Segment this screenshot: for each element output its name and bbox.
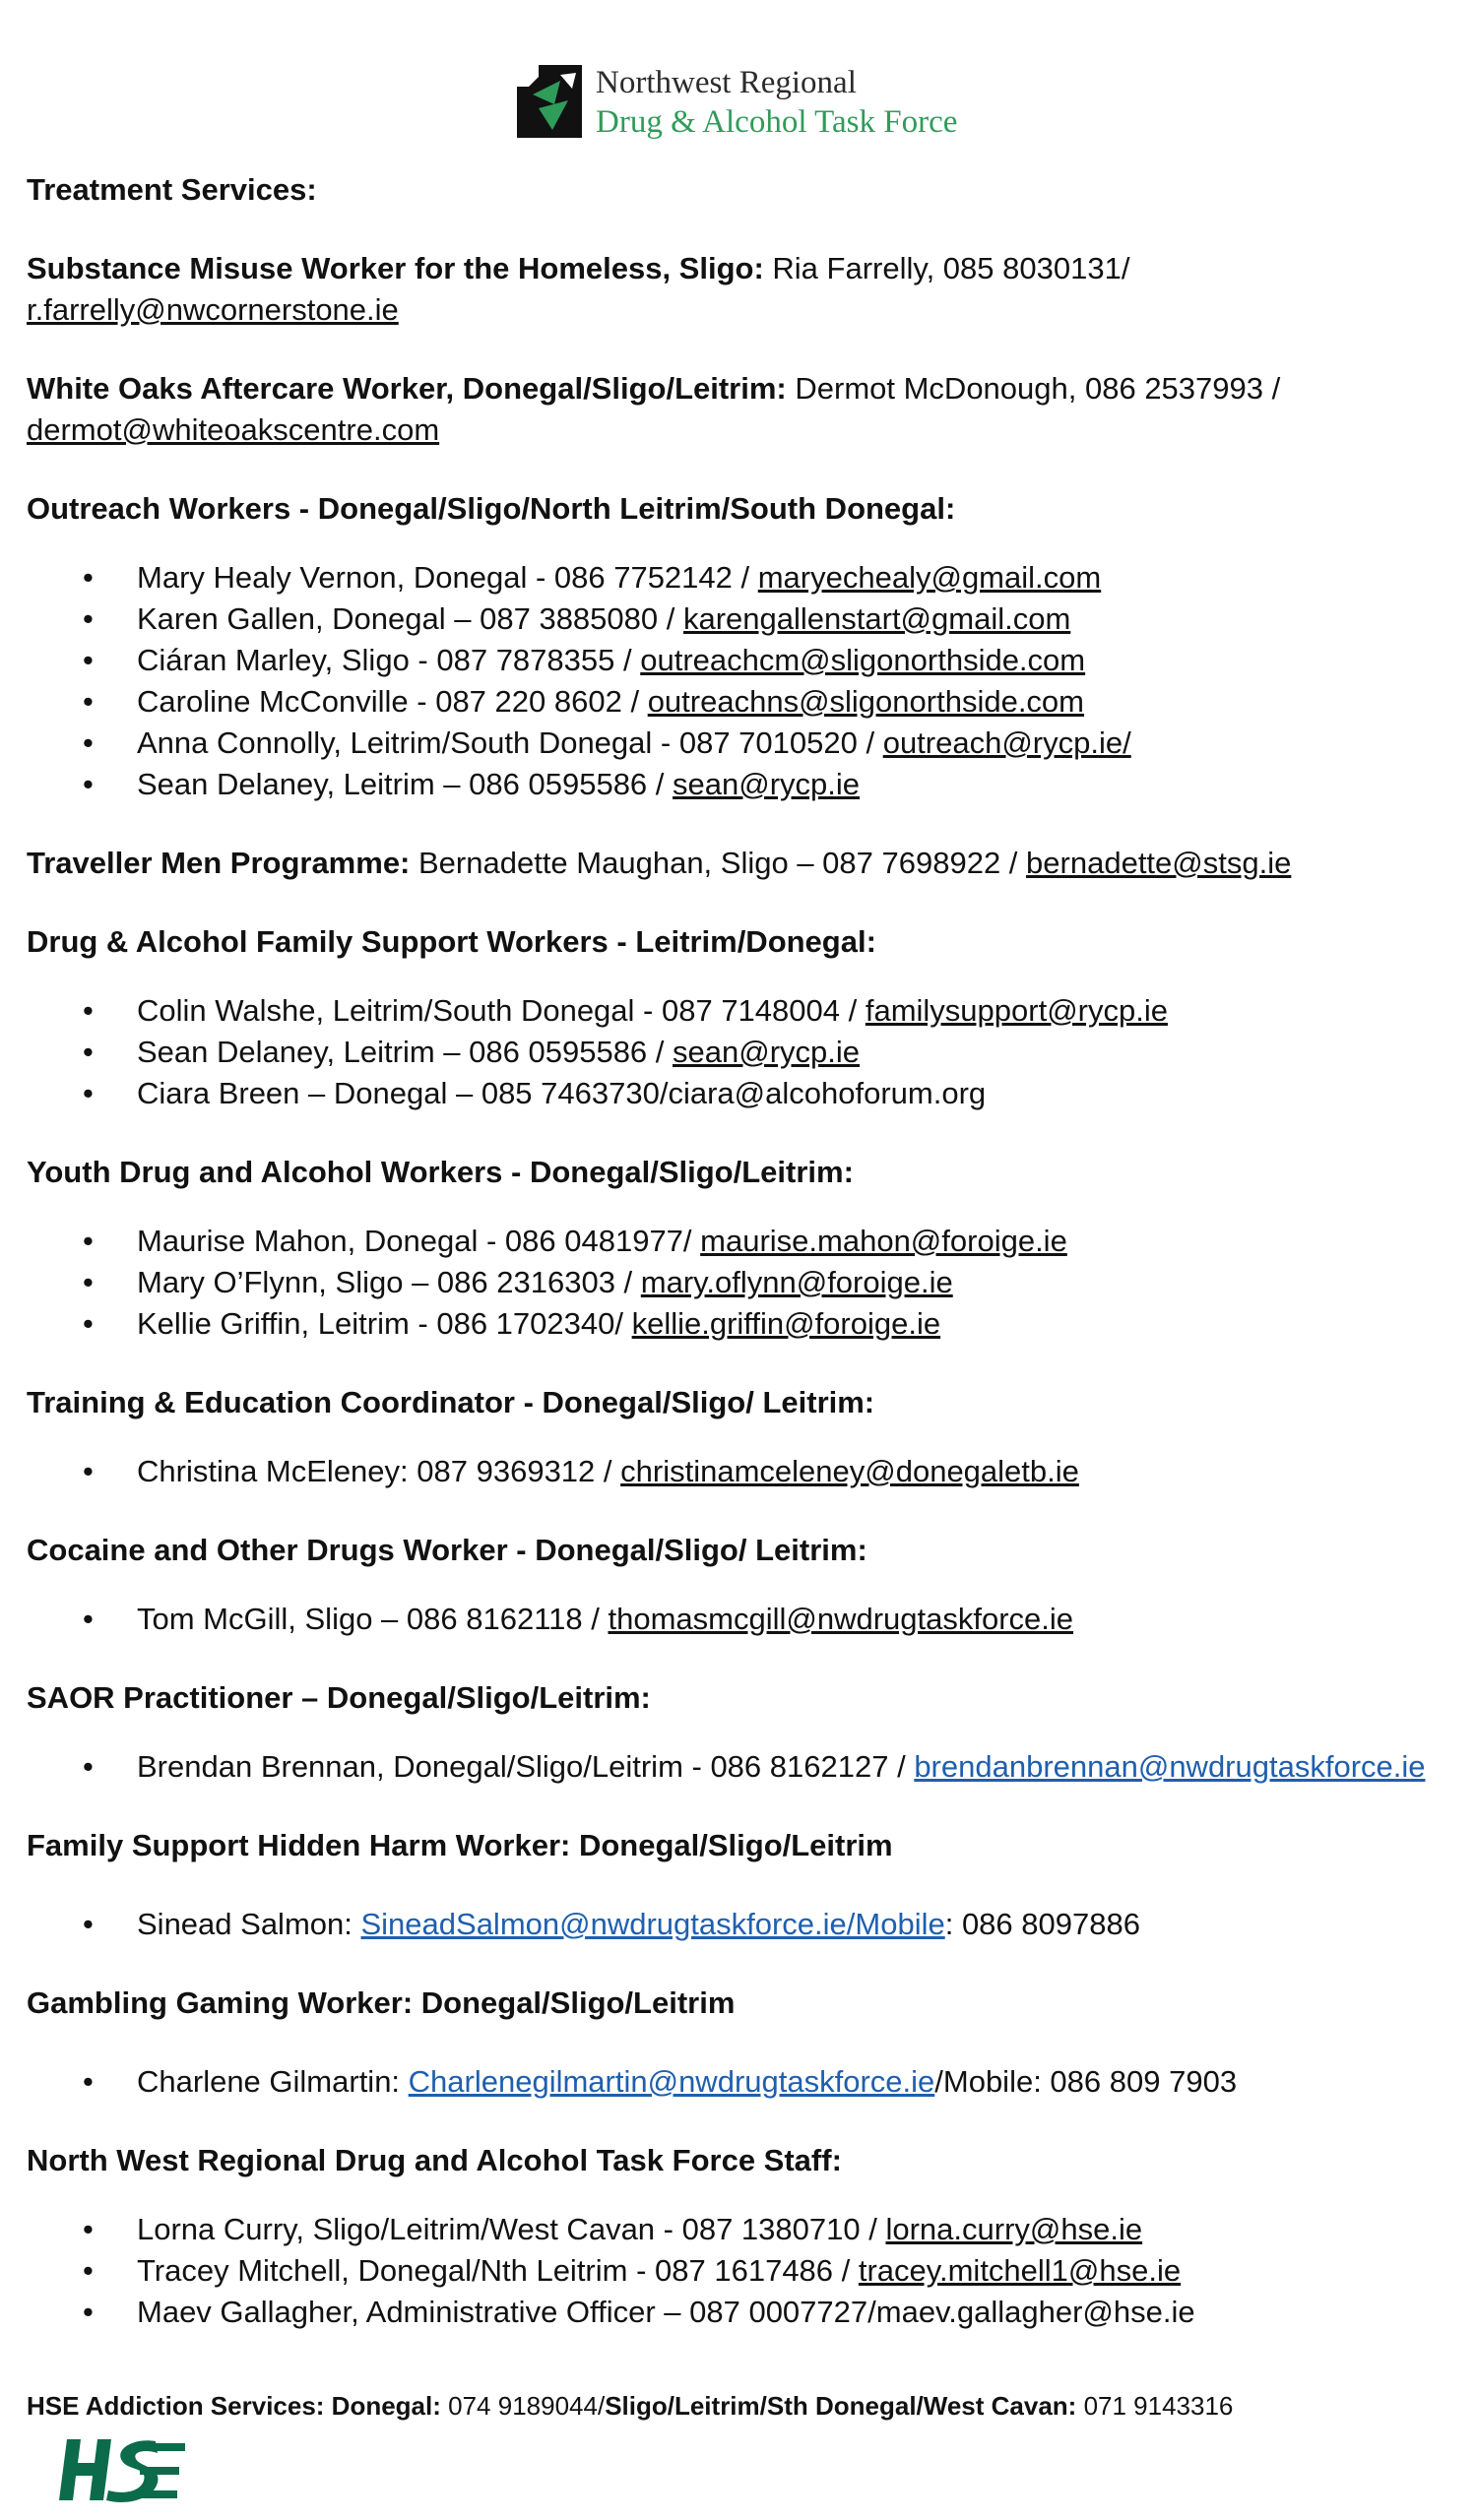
contact-details: Karen Gallen, Donegal – 087 3885080 /	[137, 601, 683, 636]
staff-heading: North West Regional Drug and Alcohol Task Force Staff:	[27, 2143, 842, 2177]
email-link[interactable]: lorna.curry@hse.ie	[885, 2212, 1143, 2246]
contact-details: Anna Connolly, Leitrim/South Donegal - 087 7010520 /	[137, 725, 883, 760]
hse-logo	[49, 2433, 187, 2511]
email-link[interactable]: outreachns@sligonorthside.com	[647, 684, 1084, 719]
aftercare-worker-label: White Oaks Aftercare Worker, Donegal/Sligo/Leitrim:	[27, 371, 787, 406]
contact-details: Sean Delaney, Leitrim – 086 0595586 /	[137, 1035, 674, 1069]
contact-details: Colin Walshe, Leitrim/South Donegal - 087 7148004 /	[137, 993, 866, 1028]
contact-details: Ciara Breen – Donegal – 085 7463730/ciara@alcohoforum.org	[137, 1076, 987, 1110]
traveller-programme-details: Bernadette Maughan, Sligo – 087 7698922 /	[410, 846, 1027, 880]
contact-details: Kellie Griffin, Leitrim - 086 1702340/	[137, 1306, 632, 1341]
contact-details: Tracey Mitchell, Donegal/Nth Leitrim - 087 1617486 /	[137, 2253, 859, 2288]
footer-phone-sligo: 071 9143316	[1076, 2391, 1234, 2421]
email-link[interactable]: sean@rycp.ie	[673, 767, 861, 801]
aftercare-worker-email[interactable]: dermot@whiteoakscentre.com	[27, 412, 440, 447]
list-item	[27, 2209, 1464, 2250]
contact-phone: : 086 8097886	[944, 1907, 1140, 1941]
task-force-logo	[517, 65, 1009, 146]
youth-workers-list	[27, 1221, 1464, 1345]
saor-heading: SAOR Practitioner – Donegal/Sligo/Leitrim:	[27, 1680, 651, 1715]
email-link[interactable]: outreachcm@sligonorthside.com	[640, 643, 1086, 677]
homeless-worker-entry	[27, 248, 1464, 331]
list-item	[27, 598, 1464, 640]
list-item	[27, 1073, 1464, 1114]
email-link[interactable]: karengallenstart@gmail.com	[682, 601, 1071, 636]
list-item	[27, 1746, 1464, 1788]
list-item	[27, 2061, 1464, 2103]
email-link[interactable]: Charlenegilmartin@nwdrugtaskforce.ie	[408, 2064, 935, 2099]
email-link[interactable]: mary.oflynn@foroige.ie	[640, 1265, 953, 1299]
list-item	[27, 1599, 1464, 1640]
staff-list	[27, 2209, 1464, 2333]
gambling-worker-heading: Gambling Gaming Worker: Donegal/Sligo/Leitrim	[27, 1985, 736, 2020]
email-link[interactable]: maryechealy@gmail.com	[757, 560, 1102, 595]
list-item	[27, 557, 1464, 598]
saor-list	[27, 1746, 1464, 1788]
hidden-harm-list	[27, 1904, 1464, 1945]
contact-details: Mary O’Flynn, Sligo – 086 2316303 /	[137, 1265, 641, 1299]
email-link[interactable]: tracey.mitchell1@hse.ie	[858, 2253, 1182, 2288]
email-link[interactable]: kellie.griffin@foroige.ie	[631, 1306, 941, 1341]
email-link[interactable]: SineadSalmon@nwdrugtaskforce.ie/Mobile	[360, 1907, 945, 1941]
contact-details: Caroline McConville - 087 220 8602 /	[137, 684, 648, 719]
contact-details: Christina McEleney: 087 9369312 /	[137, 1454, 621, 1488]
contact-details: Ciáran Marley, Sligo - 087 7878355 /	[137, 643, 641, 677]
contact-details: Tom McGill, Sligo – 086 8162118 /	[137, 1602, 609, 1636]
list-item	[27, 990, 1464, 1032]
homeless-worker-details: Ria Farrelly, 085 8030131/	[763, 251, 1130, 285]
email-link[interactable]: sean@rycp.ie	[673, 1035, 861, 1069]
aftercare-worker-entry	[27, 368, 1464, 451]
list-item	[27, 723, 1464, 764]
list-item	[27, 1904, 1464, 1945]
email-link[interactable]: outreach@rycp.ie/	[882, 725, 1131, 760]
contact-list	[27, 169, 1464, 2424]
cocaine-worker-heading: Cocaine and Other Drugs Worker - Donegal/Sligo/ Leitrim:	[27, 1533, 867, 1567]
traveller-programme-label: Traveller Men Programme:	[27, 846, 411, 880]
contact-details: Lorna Curry, Sligo/Leitrim/West Cavan - 087 1380710 /	[137, 2212, 886, 2246]
family-support-heading: Drug & Alcohol Family Support Workers - Leitrim/Donegal:	[27, 924, 876, 959]
list-item	[27, 1032, 1464, 1073]
homeless-worker-email[interactable]: r.farrelly@nwcornerstone.ie	[27, 292, 399, 327]
cocaine-worker-list	[27, 1599, 1464, 1640]
hidden-harm-heading: Family Support Hidden Harm Worker: Donegal/Sligo/Leitrim	[27, 1828, 893, 1862]
footer-phone-donegal: 074 9189044/	[440, 2391, 606, 2421]
hse-addiction-services-note	[27, 2388, 1464, 2424]
traveller-programme-email[interactable]: bernadette@stsg.ie	[1026, 846, 1292, 880]
contact-details: Mary Healy Vernon, Donegal - 086 7752142 /	[137, 560, 758, 595]
list-item	[27, 1303, 1464, 1345]
footer-label-donegal: HSE Addiction Services: Donegal:	[27, 2391, 441, 2421]
contact-name: Sinead Salmon:	[137, 1907, 361, 1941]
list-item	[27, 2292, 1464, 2333]
gambling-worker-list	[27, 2061, 1464, 2103]
outreach-list	[27, 557, 1464, 805]
email-link[interactable]: brendanbrennan@nwdrugtaskforce.ie	[914, 1749, 1426, 1784]
contact-details: Sean Delaney, Leitrim – 086 0595586 /	[137, 767, 674, 801]
logo-title-line2: Drug & Alcohol Task Force	[596, 104, 958, 140]
list-item	[27, 2250, 1464, 2292]
email-link[interactable]: christinamceleney@donegaletb.ie	[620, 1454, 1079, 1488]
traveller-programme-entry	[27, 843, 1464, 884]
list-item	[27, 1262, 1464, 1303]
list-item	[27, 640, 1464, 681]
list-item	[27, 764, 1464, 805]
contact-name: Charlene Gilmartin:	[137, 2064, 409, 2099]
training-list	[27, 1451, 1464, 1492]
training-heading: Training & Education Coordinator - Donegal/Sligo/ Leitrim:	[27, 1385, 875, 1419]
hse-logo-icon	[49, 2433, 187, 2506]
youth-workers-heading: Youth Drug and Alcohol Workers - Donegal/Sligo/Leitrim:	[27, 1155, 854, 1189]
list-item	[27, 1451, 1464, 1492]
contact-details: Maev Gallagher, Administrative Officer – 087 0007727/maev.gallagher@hse.ie	[137, 2295, 1195, 2329]
email-link[interactable]: familysupport@rycp.ie	[865, 993, 1168, 1028]
outreach-heading: Outreach Workers - Donegal/Sligo/North Leitrim/South Donegal:	[27, 491, 956, 526]
contact-details: Brendan Brennan, Donegal/Sligo/Leitrim - 086 8162127 /	[137, 1749, 915, 1784]
contact-details: Maurise Mahon, Donegal - 086 0481977/	[137, 1224, 701, 1258]
aftercare-worker-details: Dermot McDonough, 086 2537993 /	[786, 371, 1281, 406]
list-item	[27, 681, 1464, 723]
list-item	[27, 1221, 1464, 1262]
page-title: Treatment Services:	[27, 172, 317, 207]
contact-phone: /Mobile: 086 809 7903	[934, 2064, 1238, 2099]
logo-title-line1: Northwest Regional	[596, 65, 857, 100]
footer-label-sligo: Sligo/Leitrim/Sth Donegal/West Cavan:	[605, 2391, 1077, 2421]
family-support-list	[27, 990, 1464, 1114]
email-link[interactable]: maurise.mahon@foroige.ie	[700, 1224, 1067, 1258]
email-link[interactable]: thomasmcgill@nwdrugtaskforce.ie	[608, 1602, 1074, 1636]
homeless-worker-label: Substance Misuse Worker for the Homeless, Sligo:	[27, 251, 764, 285]
task-force-logo-icon	[517, 65, 582, 138]
